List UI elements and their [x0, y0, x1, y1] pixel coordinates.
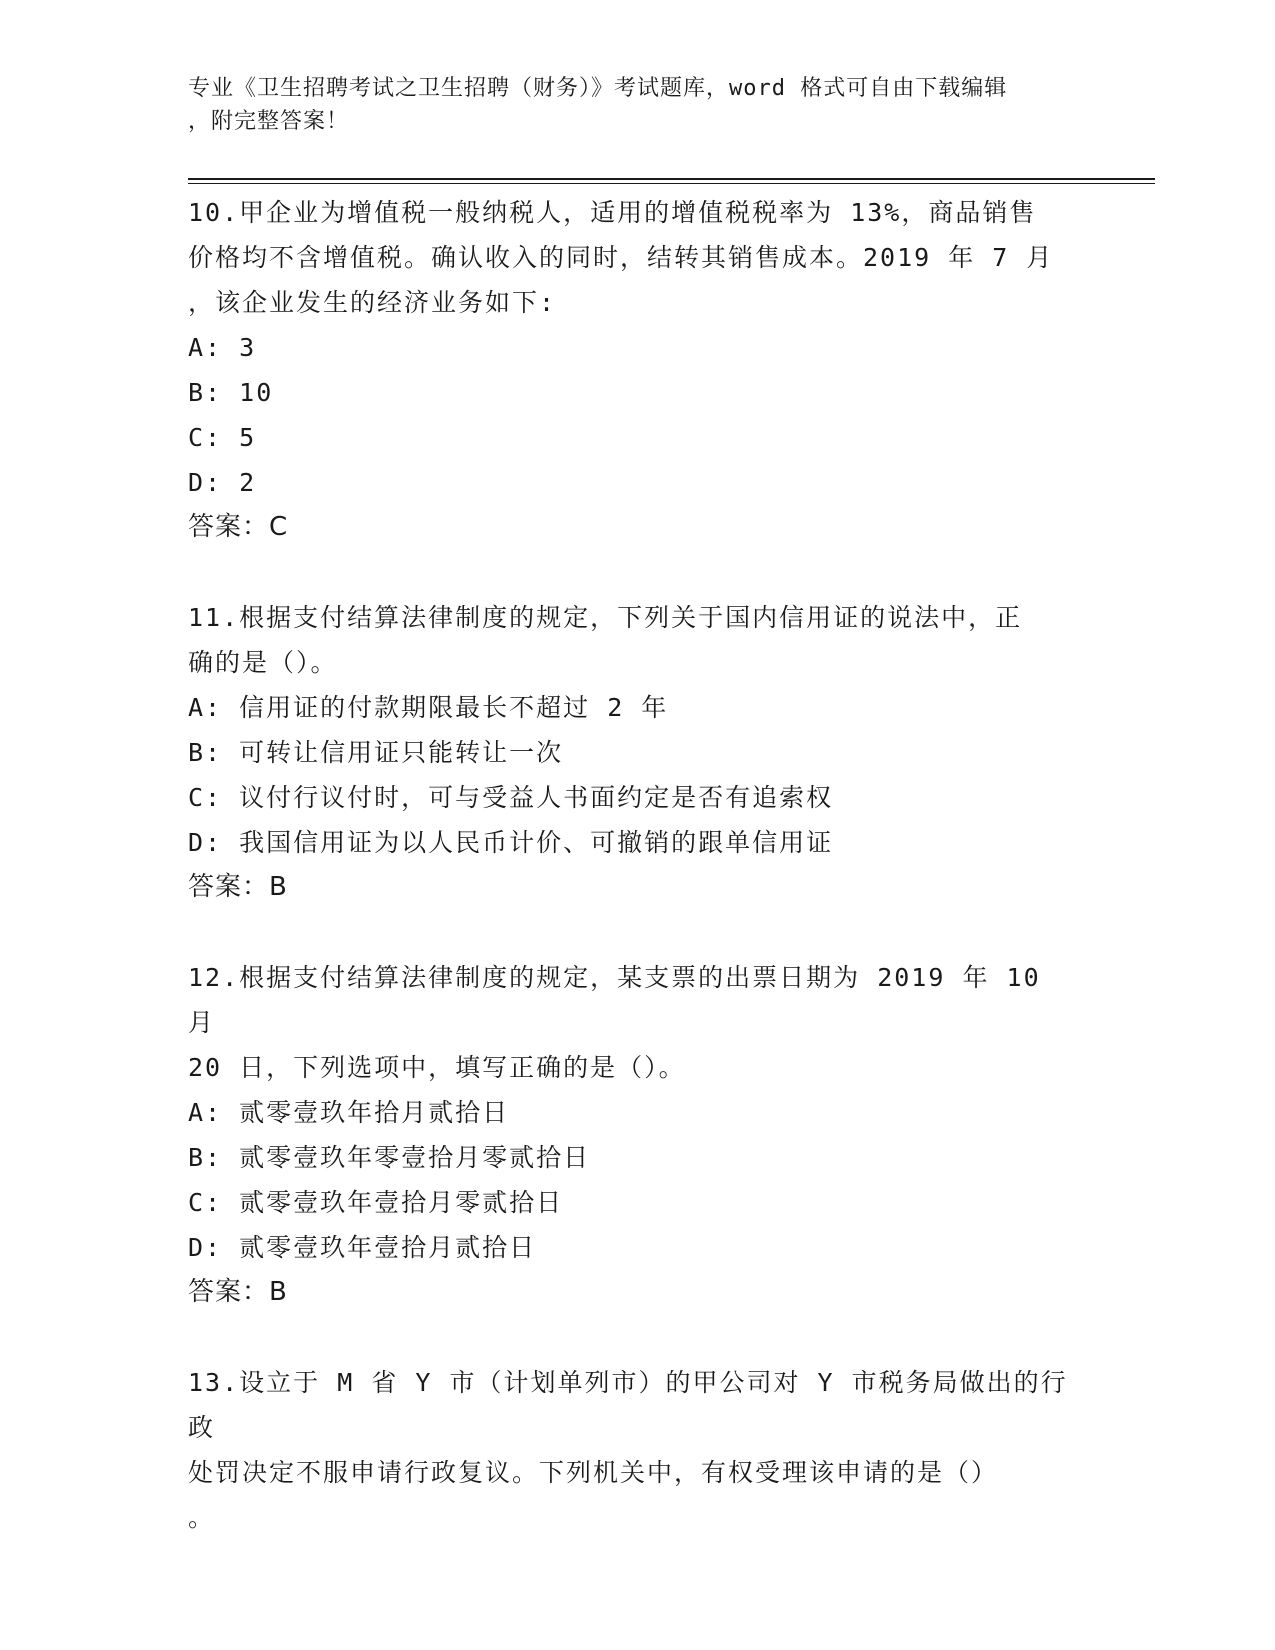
option-c: C: 5: [188, 423, 257, 452]
option-a: A: 贰零壹玖年拾月贰拾日: [188, 1098, 510, 1127]
answer-line: 答案：B: [188, 1277, 288, 1307]
option-d: D: 2: [188, 468, 257, 497]
header-text: 专业《卫生招聘考试之卫生招聘（财务）》考试题库，word 格式可自由下载编辑 ，附完整答案！: [188, 76, 1008, 134]
question-list: [188, 190, 1088, 1585]
option-d: D: 贰零壹玖年壹拾月贰拾日: [188, 1233, 537, 1262]
question-stem: 10.甲企业为增值税一般纳税人，适用的增值税税率为 13%，商品销售 价格均不含增值税。确认收入的同时，结转其销售成本。2019 年 7 月 ，该企业发生的经济业务如下:: [188, 198, 1054, 317]
option-a: A: 信用证的付款期限最长不超过 2 年: [188, 693, 669, 722]
document-header: [188, 72, 1088, 138]
option-b: B: 贰零壹玖年零壹拾月零贰拾日: [188, 1143, 591, 1172]
question-stem: 13.设立于 M 省 Y 市（计划单列市）的甲公司对 Y 市税务局做出的行政 处罚决定不服申请行政复议。下列机关中，有权受理该申请的是（） 。: [188, 1368, 1068, 1532]
divider-line-thin: [188, 183, 1155, 184]
divider-line-thick: [188, 178, 1155, 180]
question-stem: 11.根据支付结算法律制度的规定，下列关于国内信用证的说法中，正 确的是（）。: [188, 603, 1023, 677]
option-c: C: 议付行议付时，可与受益人书面约定是否有追索权: [188, 783, 834, 812]
question-13: [188, 1360, 1088, 1540]
question-stem: 12.根据支付结算法律制度的规定，某支票的出票日期为 2019 年 10 月 20 日，下列选项中，填写正确的是（）。: [188, 963, 1041, 1082]
option-d: D: 我国信用证为以人民币计价、可撤销的跟单信用证: [188, 828, 834, 857]
option-c: C: 贰零壹玖年壹拾月零贰拾日: [188, 1188, 564, 1217]
answer-line: 答案：C: [188, 512, 289, 542]
option-b: B: 可转让信用证只能转让一次: [188, 738, 564, 767]
option-b: B: 10: [188, 378, 274, 407]
answer-line: 答案：B: [188, 872, 288, 902]
option-a: A: 3: [188, 333, 257, 362]
header-divider: [188, 178, 1155, 184]
question-12: [188, 955, 1088, 1315]
question-10: [188, 190, 1088, 550]
question-11: [188, 595, 1088, 910]
